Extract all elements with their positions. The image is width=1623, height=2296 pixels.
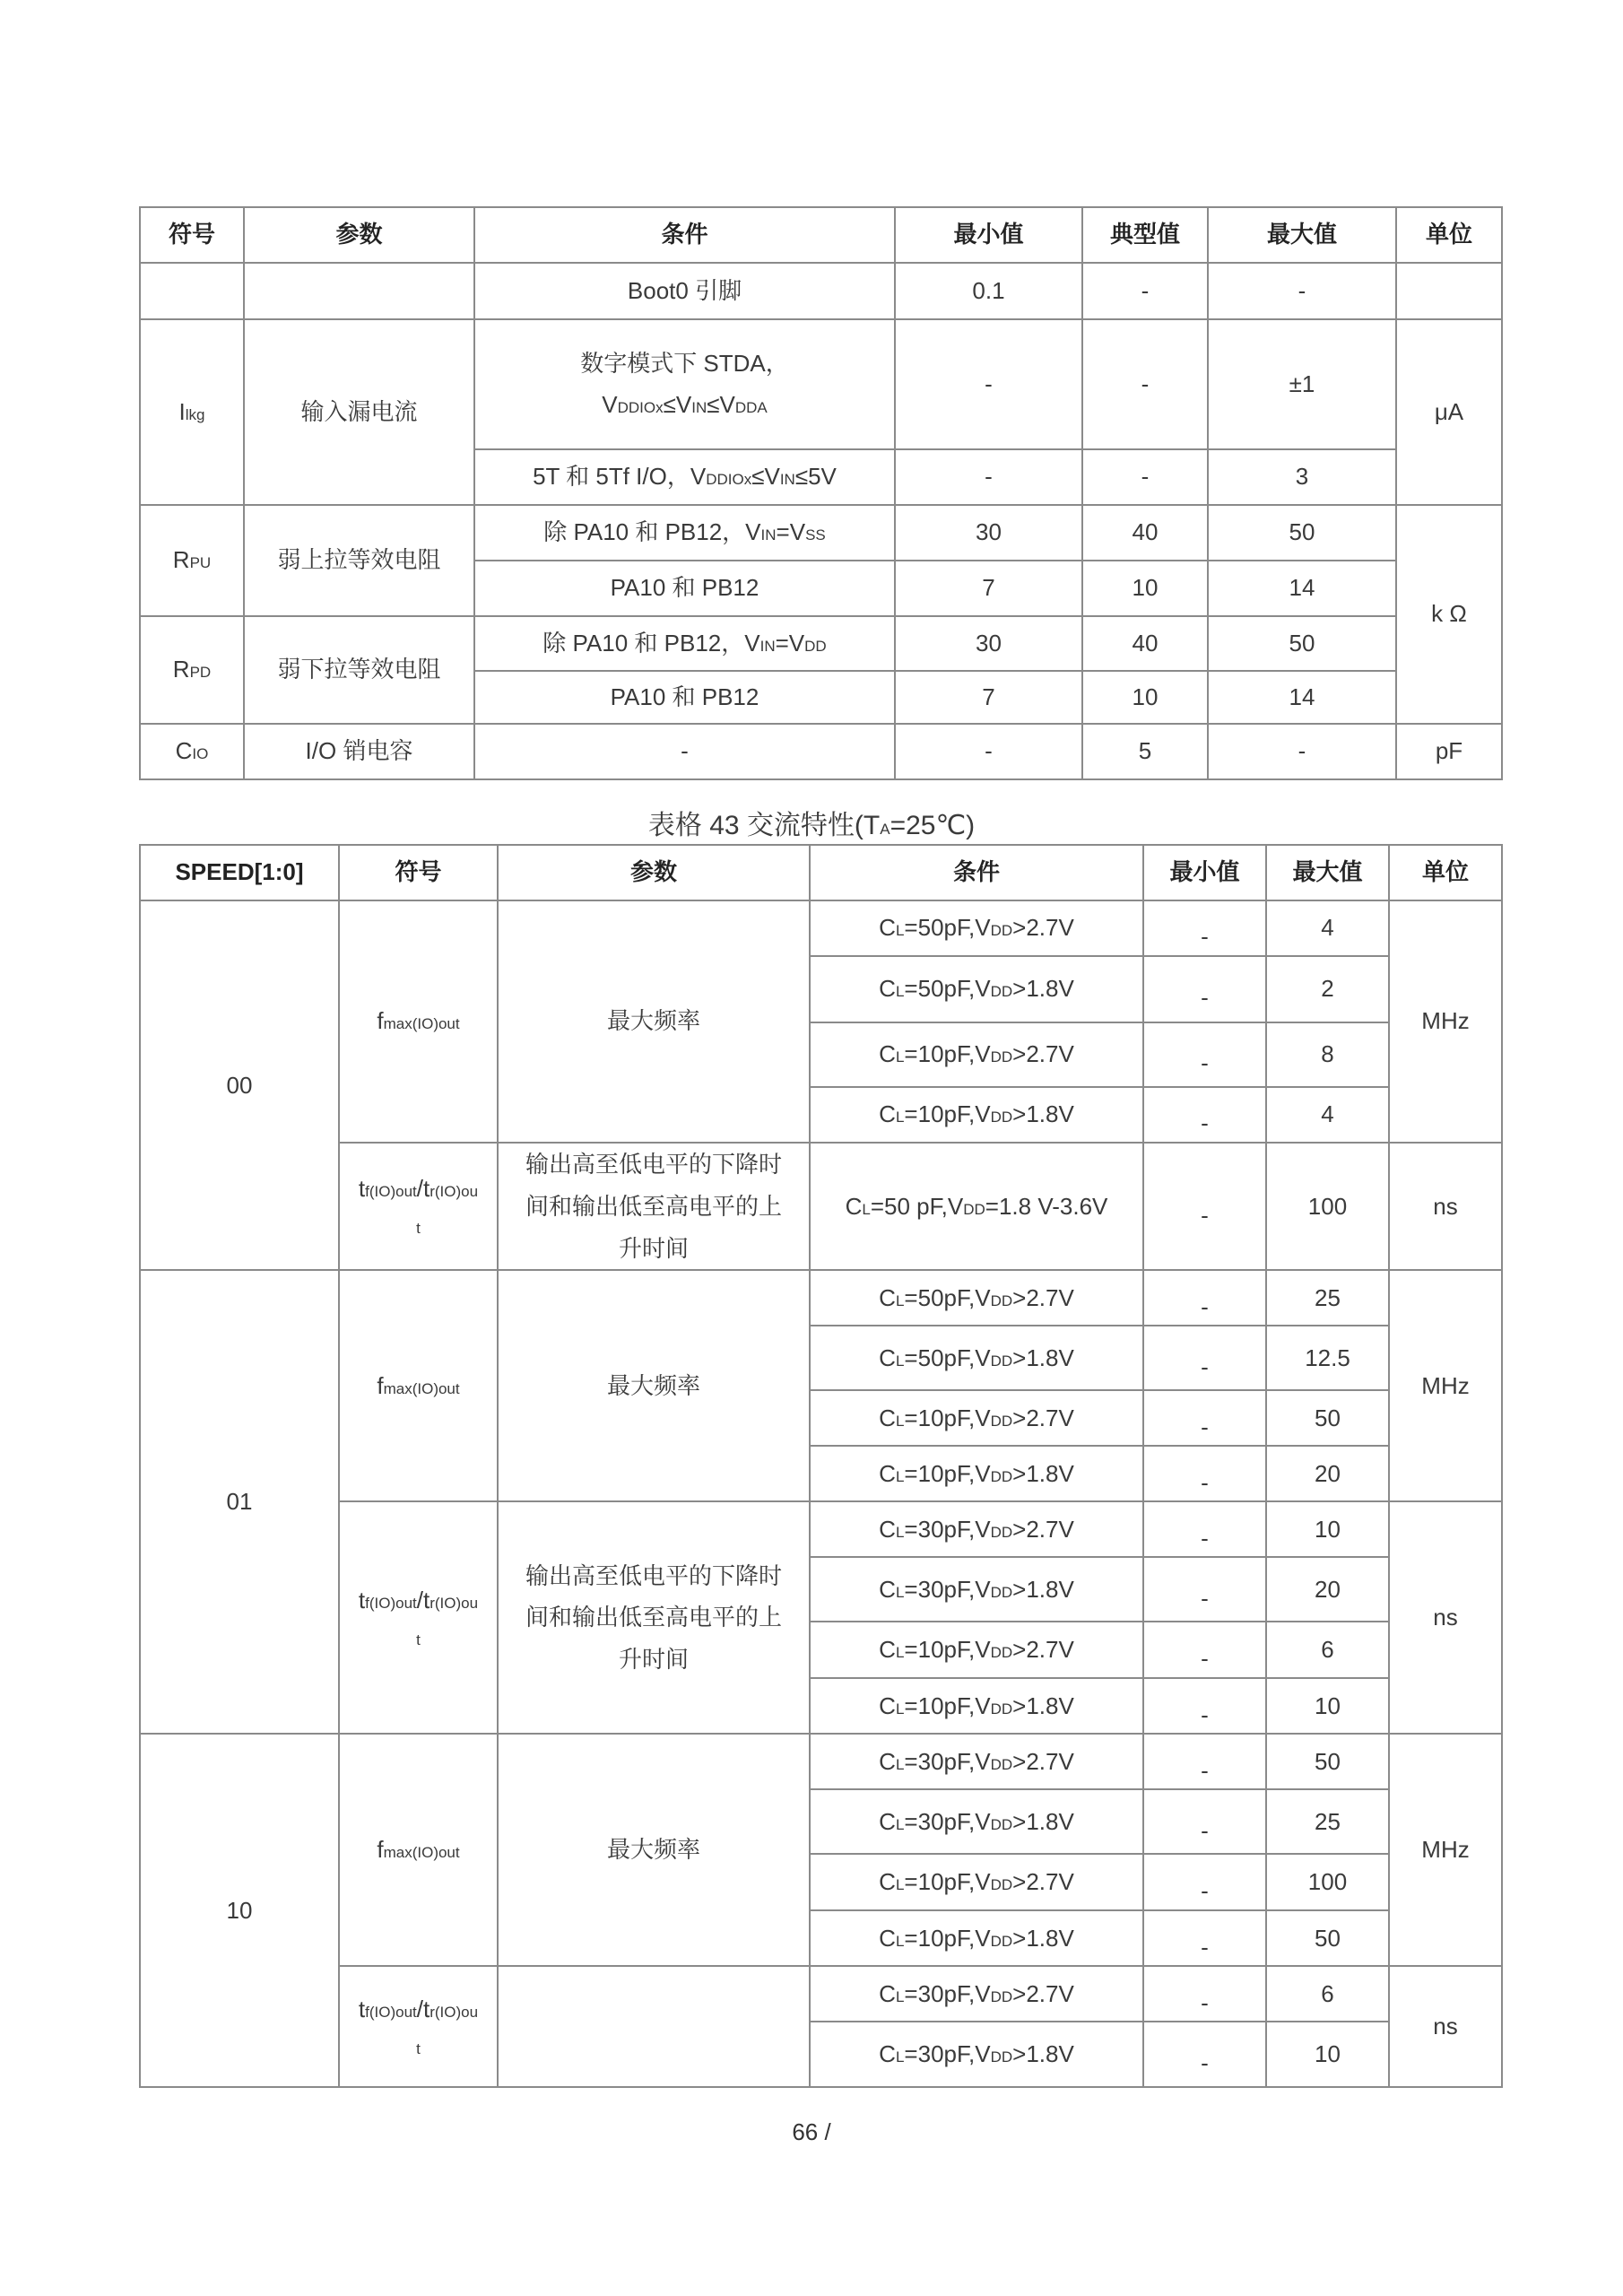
cell-symbol: tf(IO)out/tr(IO)ou t <box>339 1501 498 1734</box>
cell-min: - <box>1143 1622 1266 1678</box>
cell-condition: CL=10pF,VDD>1.8V <box>810 1678 1143 1734</box>
cell-min: - <box>1143 1854 1266 1910</box>
cell-max: 50 <box>1266 1390 1389 1446</box>
dc-characteristics-table <box>139 206 1503 780</box>
cell-unit: MHz <box>1389 900 1502 1143</box>
page-number: 66 / <box>792 2118 831 2145</box>
table-row <box>140 616 1502 671</box>
cell-max: 20 <box>1266 1557 1389 1622</box>
cell-max: 25 <box>1266 1789 1389 1854</box>
cell-min: - <box>1143 1966 1266 2022</box>
header-symbol: 符号 <box>339 845 498 900</box>
cell-min: 30 <box>895 505 1082 561</box>
cell-parameter: 输出高至低电平的下降时间和输出低至高电平的上升时间 <box>498 1143 810 1270</box>
header-min: 最小值 <box>895 207 1082 263</box>
table-row <box>140 1143 1502 1270</box>
cell-symbol: tf(IO)out/tr(IO)ou t <box>339 1966 498 2087</box>
cell-max: - <box>1208 263 1396 319</box>
cell-min: - <box>1143 1501 1266 1557</box>
cell-min: - <box>1143 1557 1266 1622</box>
cell-max: 20 <box>1266 1446 1389 1501</box>
cell-unit <box>1396 263 1502 319</box>
header-condition: 条件 <box>810 845 1143 900</box>
cell-condition: CL=30pF,VDD>1.8V <box>810 1557 1143 1622</box>
cell-min: - <box>895 319 1082 449</box>
cell-condition: Boot0 引脚 <box>474 263 895 319</box>
cell-typ: 10 <box>1082 671 1208 724</box>
table-row <box>140 724 1502 779</box>
cell-condition: CL=50 pF,VDD=1.8 V-3.6V <box>810 1143 1143 1270</box>
cell-symbol: Ilkg <box>140 319 244 505</box>
cell-unit: ns <box>1389 1966 1502 2087</box>
cell-speed: 10 <box>140 1734 339 2087</box>
cell-condition: 除 PA10 和 PB12，VIN=VDD <box>474 616 895 671</box>
header-typ: 典型值 <box>1082 207 1208 263</box>
table-row <box>140 900 1502 956</box>
cell-min: - <box>1143 1326 1266 1390</box>
cell-min: - <box>895 724 1082 779</box>
cell-speed: 01 <box>140 1270 339 1734</box>
header-symbol: 符号 <box>140 207 244 263</box>
cell-min: - <box>1143 1446 1266 1501</box>
cell-parameter-empty <box>498 1966 810 2087</box>
cell-symbol: fmax(IO)out <box>339 900 498 1143</box>
cell-condition: CL=10pF,VDD>2.7V <box>810 1022 1143 1087</box>
cell-unit: k Ω <box>1396 505 1502 724</box>
header-max: 最大值 <box>1266 845 1389 900</box>
cell-condition: CL=10pF,VDD>2.7V <box>810 1622 1143 1678</box>
cell-typ: - <box>1082 449 1208 505</box>
header-parameter: 参数 <box>244 207 474 263</box>
cell-condition: CL=10pF,VDD>1.8V <box>810 1910 1143 1966</box>
cell-unit: MHz <box>1389 1734 1502 1966</box>
cell-speed: 00 <box>140 900 339 1270</box>
cell-min: - <box>1143 900 1266 956</box>
cell-min: - <box>1143 1143 1266 1270</box>
table-row <box>140 1734 1502 1789</box>
cell-max: 14 <box>1208 671 1396 724</box>
cell-min: - <box>1143 1087 1266 1143</box>
cell-min: 30 <box>895 616 1082 671</box>
cell-max: 6 <box>1266 1966 1389 2022</box>
cell-parameter: 输出高至低电平的下降时间和输出低至高电平的上升时间 <box>498 1501 810 1734</box>
cell-max: 3 <box>1208 449 1396 505</box>
cell-parameter: 输入漏电流 <box>244 319 474 505</box>
cell-max: 25 <box>1266 1270 1389 1326</box>
cell-condition: CL=50pF,VDD>2.7V <box>810 900 1143 956</box>
cell-condition: CL=10pF,VDD>2.7V <box>810 1854 1143 1910</box>
cell-max: 100 <box>1266 1854 1389 1910</box>
cell-max: 100 <box>1266 1143 1389 1270</box>
cell-typ: - <box>1082 319 1208 449</box>
table-row <box>140 319 1502 449</box>
cell-max: 50 <box>1266 1910 1389 1966</box>
cell-symbol: CIO <box>140 724 244 779</box>
cell-max: 2 <box>1266 956 1389 1022</box>
cell-min: 0.1 <box>895 263 1082 319</box>
cell-condition: CL=10pF,VDD>1.8V <box>810 1446 1143 1501</box>
header-unit: 单位 <box>1396 207 1502 263</box>
cell-min: 7 <box>895 561 1082 616</box>
cell-max: - <box>1208 724 1396 779</box>
cell-parameter: 最大频率 <box>498 900 810 1143</box>
cell-typ: 40 <box>1082 505 1208 561</box>
cell-empty <box>244 263 474 319</box>
cell-min: - <box>1143 1910 1266 1966</box>
cell-condition: CL=50pF,VDD>1.8V <box>810 956 1143 1022</box>
cell-typ: - <box>1082 263 1208 319</box>
cell-condition: 5T 和 5Tf I/O，VDDIOx≤VIN≤5V <box>474 449 895 505</box>
cell-min: - <box>1143 1270 1266 1326</box>
cell-condition: CL=50pF,VDD>2.7V <box>810 1270 1143 1326</box>
cell-condition: CL=30pF,VDD>2.7V <box>810 1734 1143 1789</box>
header-min: 最小值 <box>1143 845 1266 900</box>
cell-max: 12.5 <box>1266 1326 1389 1390</box>
cell-condition <box>474 319 895 449</box>
table-row <box>140 505 1502 561</box>
cell-unit: MHz <box>1389 1270 1502 1501</box>
cell-min: - <box>1143 1678 1266 1734</box>
cell-min: - <box>1143 1390 1266 1446</box>
cell-parameter: 弱上拉等效电阻 <box>244 505 474 616</box>
table-caption: 表格 43 交流特性(TA=25℃) <box>647 811 976 840</box>
cell-condition: 除 PA10 和 PB12，VIN=VSS <box>474 505 895 561</box>
cell-condition: CL=30pF,VDD>2.7V <box>810 1501 1143 1557</box>
cell-min: 7 <box>895 671 1082 724</box>
cell-max: 10 <box>1266 1678 1389 1734</box>
cell-condition: CL=10pF,VDD>1.8V <box>810 1087 1143 1143</box>
table-row <box>140 1966 1502 2022</box>
cell-unit: ns <box>1389 1143 1502 1270</box>
header-parameter: 参数 <box>498 845 810 900</box>
cell-max: 8 <box>1266 1022 1389 1087</box>
cell-condition: CL=30pF,VDD>1.8V <box>810 1789 1143 1854</box>
cell-typ: 5 <box>1082 724 1208 779</box>
table-row <box>140 263 1502 319</box>
cell-max: 14 <box>1208 561 1396 616</box>
cell-typ: 10 <box>1082 561 1208 616</box>
cell-condition: - <box>474 724 895 779</box>
cell-parameter: 最大频率 <box>498 1734 810 1966</box>
cell-min: - <box>1143 956 1266 1022</box>
cell-unit: ns <box>1389 1501 1502 1734</box>
cell-parameter: 弱下拉等效电阻 <box>244 616 474 724</box>
condition-line: 数字模式下 STDA， <box>580 350 789 377</box>
cell-empty <box>140 263 244 319</box>
table-header-row <box>140 207 1502 263</box>
condition-line: VDDIOx≤VIN≤VDDA <box>602 390 768 418</box>
header-condition: 条件 <box>474 207 895 263</box>
cell-min: - <box>1143 1022 1266 1087</box>
cell-unit: μA <box>1396 319 1502 505</box>
cell-max: 50 <box>1208 616 1396 671</box>
cell-symbol: RPD <box>140 616 244 724</box>
cell-parameter: I/O 销电容 <box>244 724 474 779</box>
cell-condition: CL=10pF,VDD>2.7V <box>810 1390 1143 1446</box>
header-speed: SPEED[1:0] <box>140 845 339 900</box>
table-header-row <box>140 845 1502 900</box>
cell-min: - <box>1143 1734 1266 1789</box>
cell-max: 10 <box>1266 2022 1389 2087</box>
cell-condition: CL=30pF,VDD>2.7V <box>810 1966 1143 2022</box>
cell-symbol: RPU <box>140 505 244 616</box>
cell-symbol: fmax(IO)out <box>339 1270 498 1501</box>
cell-symbol: fmax(IO)out <box>339 1734 498 1966</box>
cell-min: - <box>1143 2022 1266 2087</box>
header-max: 最大值 <box>1208 207 1396 263</box>
cell-min: - <box>1143 1789 1266 1854</box>
cell-parameter: 最大频率 <box>498 1270 810 1501</box>
cell-min: - <box>895 449 1082 505</box>
table-row <box>140 1501 1502 1557</box>
cell-max: 6 <box>1266 1622 1389 1678</box>
cell-max: 50 <box>1266 1734 1389 1789</box>
table-row <box>140 1270 1502 1326</box>
ac-characteristics-table <box>139 844 1503 2088</box>
cell-symbol: tf(IO)out/tr(IO)ou t <box>339 1143 498 1270</box>
cell-condition: CL=50pF,VDD>1.8V <box>810 1326 1143 1390</box>
cell-unit: pF <box>1396 724 1502 779</box>
cell-max: 10 <box>1266 1501 1389 1557</box>
cell-condition: PA10 和 PB12 <box>474 561 895 616</box>
cell-condition: CL=30pF,VDD>1.8V <box>810 2022 1143 2087</box>
cell-max: 4 <box>1266 1087 1389 1143</box>
cell-condition: PA10 和 PB12 <box>474 671 895 724</box>
cell-typ: 40 <box>1082 616 1208 671</box>
cell-max: 4 <box>1266 900 1389 956</box>
header-unit: 单位 <box>1389 845 1502 900</box>
cell-max: 50 <box>1208 505 1396 561</box>
cell-max: ±1 <box>1208 319 1396 449</box>
